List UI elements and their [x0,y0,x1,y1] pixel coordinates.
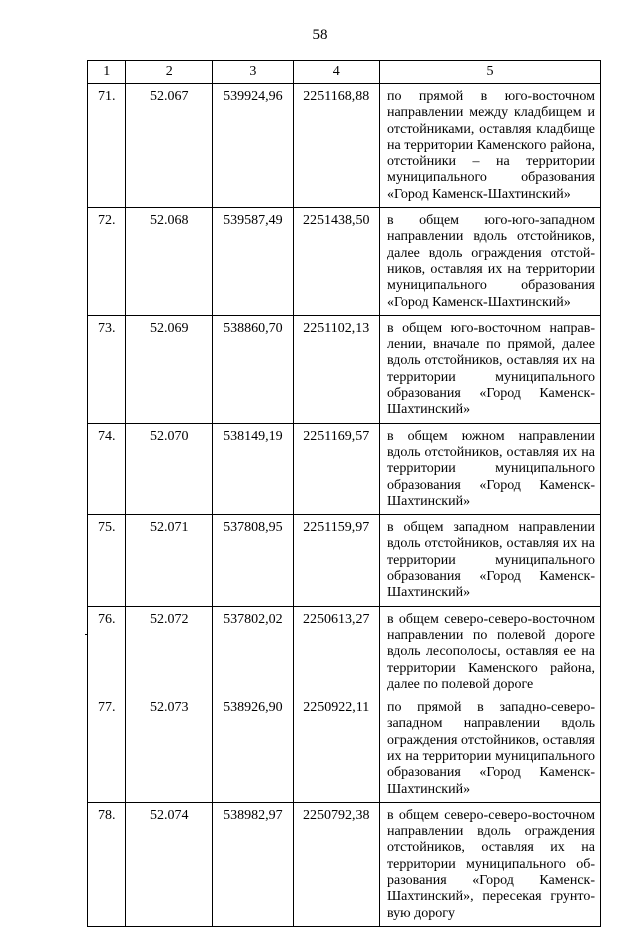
row-number: 72. [97,213,116,229]
x-coordinate: 537802,02 [223,611,283,627]
row-number: 77. [97,700,116,716]
table-row [88,84,601,208]
table-row [88,423,601,514]
coordinates-table [87,60,601,927]
y-coordinate: 2251102,13 [303,320,370,336]
column-header: 4 [293,61,379,84]
y-coordinate: 2251159,97 [303,520,370,536]
row-number: 71. [97,89,116,104]
y-coordinate: 2251438,50 [303,213,370,229]
row-number: 73. [97,320,116,336]
boundary-description: по прямой в западно-северо-западном направлении вдоль ограждения отстойников, оставляя их на территории муниципального образования «Город Каменск-Шахтинский» [387,700,595,797]
page-number: 58 [312,27,328,43]
x-coordinate: 537808,95 [223,520,283,536]
x-coordinate: 539587,49 [223,213,283,229]
x-coordinate: 539924,96 [223,89,283,104]
table-row [88,606,601,695]
y-coordinate: 2250922,11 [303,700,370,716]
x-coordinate: 538926,90 [223,700,283,716]
boundary-description: в общем южном направлении вдоль отстойников, оставляя их на территории муниципального образования «Город Каменск-Шахтинский» [387,428,595,509]
table-row [88,208,601,316]
table-row [88,315,601,423]
point-id: 52.068 [150,213,189,229]
point-id: 52.074 [150,807,189,823]
margin-mark [85,634,87,635]
point-id: 52.067 [150,89,189,104]
x-coordinate: 538149,19 [223,428,283,444]
point-id: 52.071 [150,520,189,536]
table-row [88,515,601,606]
column-header: 2 [126,61,213,84]
table-row [88,802,601,926]
column-header: 5 [380,61,601,84]
row-number: 78. [97,807,116,823]
boundary-description: в общем юго-юго-западном направлении вдоль отстойников, далее вдоль ограждения отстойников, оставляя их на территории муниципального образования «Город Каменск-Шахтинский» [387,213,595,310]
boundary-description: по прямой в юго-восточном направлении между кладбищем и отстойниками, оставляя кладбище на территории Каменского района, отстойники – на территории муниципального образования «Город Каменск-Шахтинский» [387,89,595,202]
boundary-description: в общем юго-восточном направлении, вначале по прямой, далее вдоль отстойников, оставляя их на территории муниципального образования «Город Каменск-Шахтинский» [387,320,595,418]
x-coordinate: 538982,97 [223,807,283,823]
column-header: 1 [88,61,126,84]
table-row [88,695,601,802]
row-number: 75. [97,520,116,536]
point-id: 52.070 [150,428,189,444]
point-id: 52.069 [150,320,189,336]
point-id: 52.072 [150,611,189,627]
boundary-description: в общем северо-северо-восточном направлении вдоль ограждения отстойников, оставляя их на территории муниципального образования «Город Каменск-Шахтинский», пересекая грунтовую дорогу [387,807,595,921]
boundary-description: в общем западном направлении вдоль отстойников, оставляя их на территории муниципального образования «Город Каменск-Шахтинский» [387,520,595,601]
point-id: 52.073 [150,700,189,716]
row-number: 74. [97,428,116,444]
x-coordinate: 538860,70 [223,320,283,336]
y-coordinate: 2251169,57 [303,428,370,444]
boundary-description: в общем северо-северо-восточном направлении по полевой дороге вдоль лесополосы, оставляя ее на территории Каменского района, далее по полевой дороге [387,611,595,692]
row-number: 76. [97,611,116,627]
table-header-row [88,61,601,84]
y-coordinate: 2250792,38 [303,807,370,823]
column-header: 3 [213,61,293,84]
y-coordinate: 2251168,88 [303,89,370,104]
y-coordinate: 2250613,27 [303,611,370,627]
